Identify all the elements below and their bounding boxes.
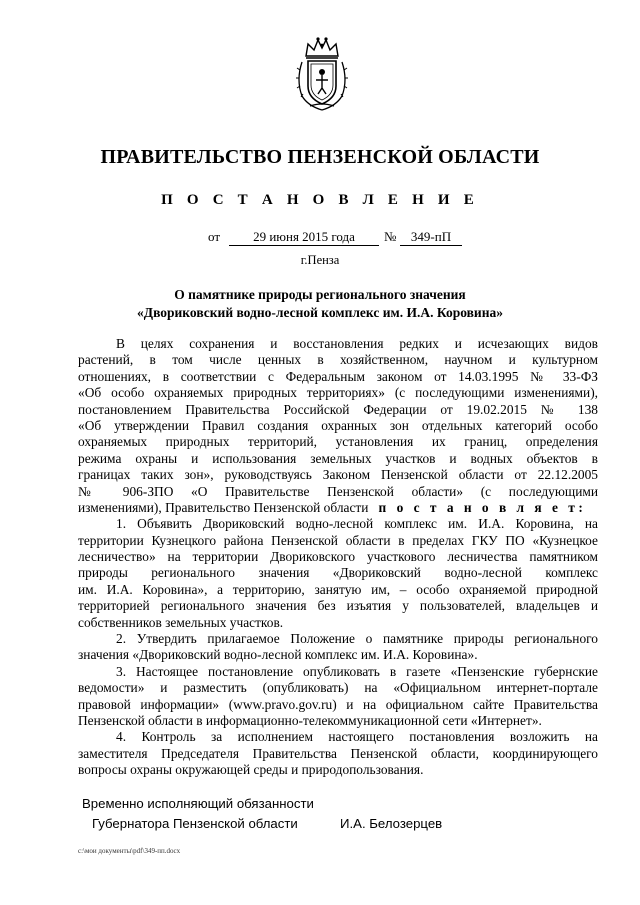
government-title: ПРАВИТЕЛЬСТВО ПЕНЗЕНСКОЙ ОБЛАСТИ bbox=[100, 146, 540, 168]
document-number: 349-пП bbox=[400, 229, 462, 246]
body-line: природы регионального значения «Двориковский водно-лесной комплекс bbox=[78, 565, 598, 581]
document-type: П О С Т А Н О В Л Е Н И Е bbox=[161, 192, 479, 208]
body-line: границах таких зон», руководствуясь Законом Пензенской области от 22.12.2005 bbox=[78, 467, 598, 483]
body-line: «Об утверждении Правил создания охранных зон отдельных категорий особо bbox=[78, 417, 598, 433]
body-line: лесничество» на территории Двориковского участкового лесничества памятником bbox=[78, 549, 598, 565]
body-line: значения «Двориковский водно-лесной комплекс им. И.А. Коровина». bbox=[78, 647, 478, 663]
body-line: режима охраны и использования земельных участков и водных объектов в bbox=[78, 450, 598, 466]
body-line: собственников земельных участков. bbox=[78, 614, 284, 630]
body-line: территорией регионального значения без изъятия у пользователей, владельцев и bbox=[78, 598, 598, 614]
body-line: «Об особо охраняемых природных территориях» (с последующими изменениями), bbox=[78, 385, 598, 401]
signature-title-line: Временно исполняющий обязанности bbox=[82, 796, 314, 811]
document-subject bbox=[0, 286, 640, 322]
body-line: 1. Объявить Двориковский водно-лесной комплекс им. И.А. Коровина, на bbox=[116, 516, 598, 532]
document-date: 29 июня 2015 года bbox=[229, 229, 379, 246]
body-line: растений, в том числе ценных в хозяйственном, научном и культурном bbox=[78, 352, 598, 368]
document-city: г.Пенза bbox=[300, 253, 340, 267]
body-line: Пензенской области в информационно-телекоммуникационной сети «Интернет». bbox=[78, 712, 542, 728]
body-line: территории Кузнецкого района Пензенской области в пределах ГКУ ПО «Кузнецкое bbox=[78, 532, 598, 548]
body-line: 4. Контроль за исполнением настоящего постановления возложить на bbox=[116, 729, 598, 745]
signature-block bbox=[82, 794, 443, 834]
body-line bbox=[78, 500, 598, 516]
body-line: правовой информации» (www.pravo.gov.ru) и на официальном сайте Правительства bbox=[78, 696, 598, 712]
signature-title-line: Губернатора Пензенской области bbox=[92, 816, 298, 831]
number-prefix: № bbox=[384, 229, 397, 244]
body-line: вопросы охраны окружающей среды и природопользования. bbox=[78, 762, 424, 778]
body-line: № 906-ЗПО «О Правительстве Пензенской области» (с последующими bbox=[78, 483, 598, 499]
body-line: заместителя Председателя Правительства Пензенской области, координирующего bbox=[78, 745, 598, 761]
body-line: охраняемых природных территорий, установления их границ, определения bbox=[78, 434, 598, 450]
signature-row bbox=[82, 814, 443, 834]
body-line: ведомости» и разместить (опубликовать) на «Официальном интернет-портале bbox=[78, 680, 598, 696]
file-path-footer: c:\мои документы\pdf\349-пп.docx bbox=[78, 847, 181, 855]
document-body bbox=[78, 336, 598, 779]
body-line: В целях сохранения и восстановления редких и исчезающих видов bbox=[116, 336, 598, 351]
subject-line: «Двориковский водно-лесной комплекс им. И.А. Коровина» bbox=[137, 305, 503, 320]
body-line-text: изменениями), Правительство Пензенской области bbox=[78, 499, 369, 515]
signatory-name: И.А. Белозерцев bbox=[340, 816, 443, 831]
body-line: постановлением Правительства Российской Федерации от 19.02.2015 № 138 bbox=[78, 401, 598, 417]
body-line: 2. Утвердить прилагаемое Положение о памятнике природы регионального bbox=[116, 631, 598, 647]
body-line: 3. Настоящее постановление опубликовать в газете «Пензенские губернские bbox=[116, 663, 598, 679]
body-line: отношениях, в соответствии с Федеральным законом от 14.03.1995 № 33-ФЗ bbox=[78, 368, 598, 384]
date-prefix: от bbox=[208, 229, 221, 244]
coat-of-arms-emblem bbox=[294, 36, 350, 112]
decree-word: п о с т а н о в л я е т: bbox=[378, 499, 587, 515]
subject-line: О памятнике природы регионального значения bbox=[174, 287, 466, 302]
body-line: им. И.А. Коровина», а территорию, занятую им, – особо охраняемой природной bbox=[78, 581, 598, 597]
